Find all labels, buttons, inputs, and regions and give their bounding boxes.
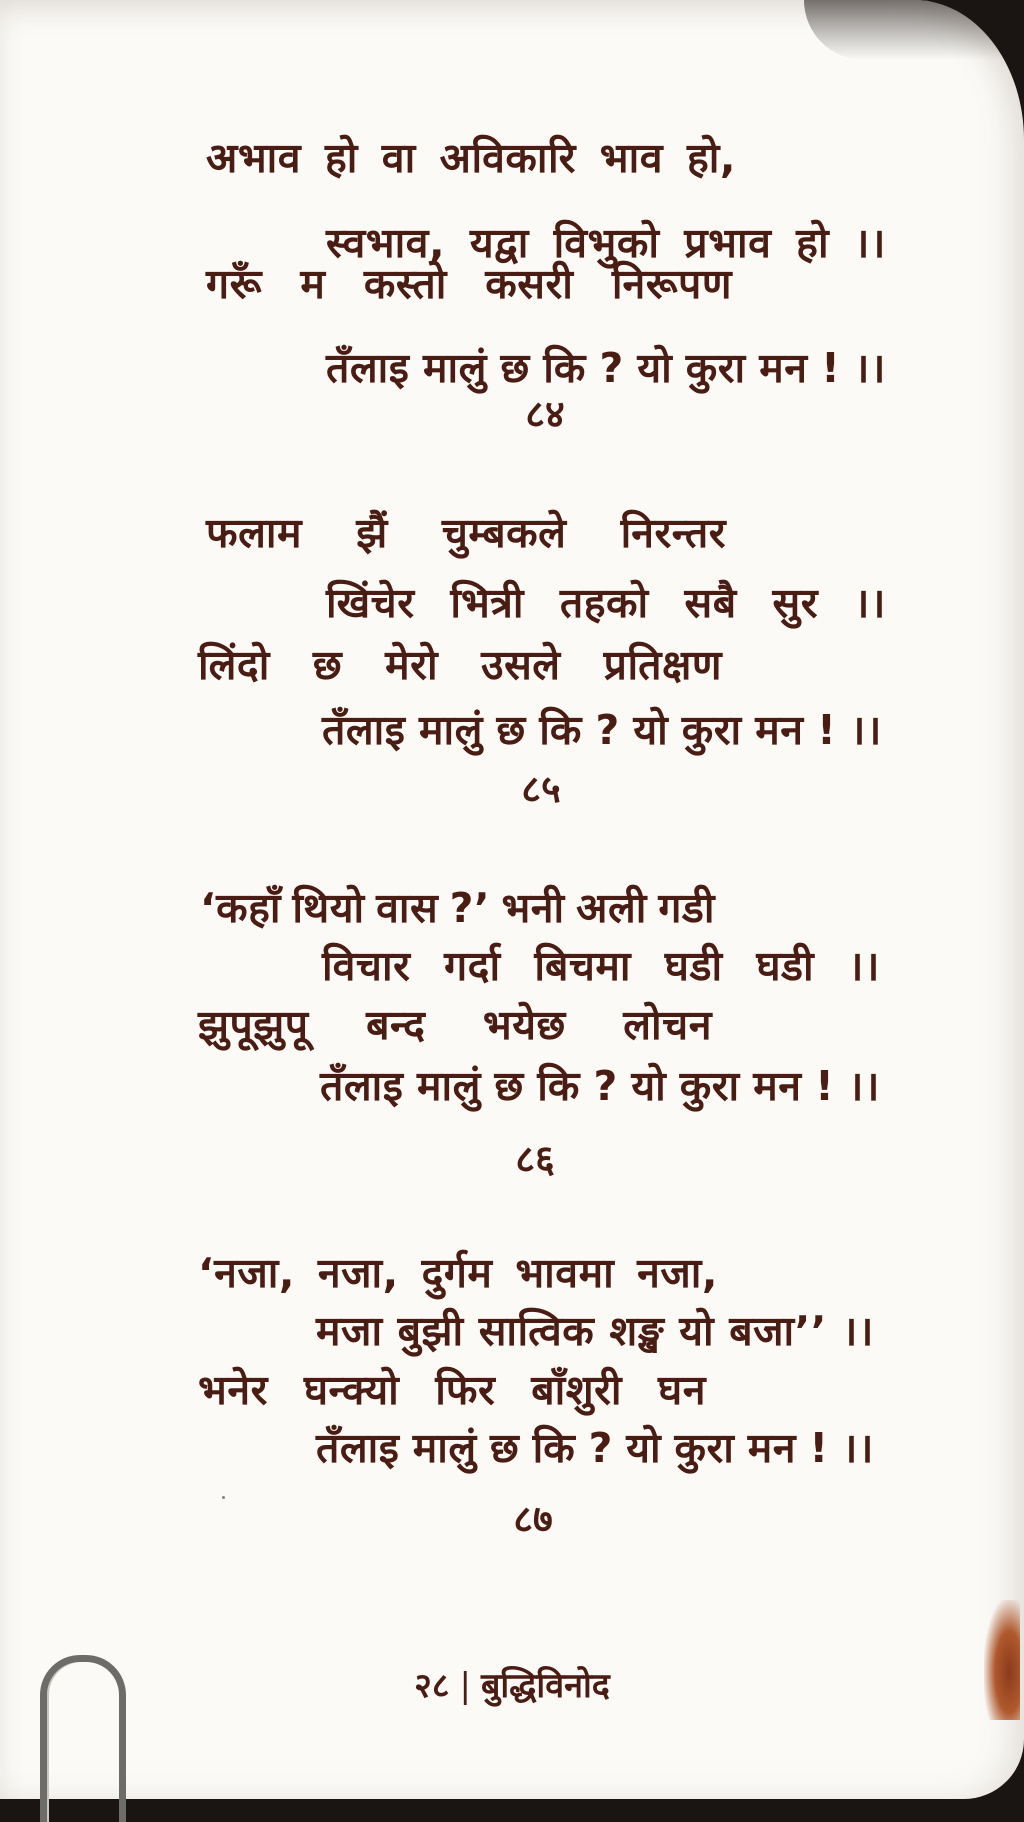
verse-word: लिंदो [198,641,270,689]
verse-word: विभुको [553,219,660,267]
verse-word: ? [595,706,620,754]
speck [222,1496,225,1499]
verse-word: ? [593,1062,618,1110]
verse-word: तँलाइ [322,706,406,754]
paper-clip-icon [40,1655,126,1822]
stanza-number: ८५ [521,767,561,811]
verse-word: कुरा [681,706,742,754]
verse-line [322,938,880,994]
verse-word: मेरो [385,641,439,689]
verse-word: सात्विक [478,1307,595,1355]
verse-word: थियो [292,884,365,932]
verse-word: गडी [658,884,715,932]
verse-word: ।। [847,942,880,990]
page-number: २८ [414,1666,450,1706]
verse-line [198,1362,706,1418]
verse-word: गर्दा [444,942,501,990]
stanza-number: ८७ [513,1497,553,1541]
verse-word: लोचन [623,1001,712,1049]
verse-line [198,997,712,1053]
verse-word: सबै [684,579,737,627]
verse-word: बन्द [366,1001,426,1049]
verse-word: झुपूझुपू [198,1001,309,1049]
verse-word: निरूपण [611,260,732,308]
verse-word: कुरा [679,1062,740,1110]
verse-word: फिर [435,1366,496,1414]
verse-word: तँलाइ [320,1062,404,1110]
verse-word: गरूँ [206,260,262,308]
verse-word: मन [753,1062,802,1110]
verse-word: कस्तो [363,260,447,308]
verse-word: घन्क्यो [303,1366,400,1414]
verse-word: प्रभाव [684,219,772,267]
verse-word: ‘नजा, [198,1249,295,1297]
verse-word: ? [599,344,624,392]
verse-word: कुरा [674,1424,735,1472]
verse-word: हो, [686,134,736,182]
verse-word: झैं [356,509,388,557]
edge-stain [984,1600,1020,1720]
verse-word: बजा’’ [729,1307,827,1355]
verse-line [206,130,736,186]
verse-word: म [300,260,326,308]
verse-word: मालुं [412,1424,477,1472]
verse-word: यो [679,1307,715,1355]
verse-word: तहको [559,579,649,627]
verse-word: यो [633,706,669,754]
verse-word: छ [490,1424,520,1472]
verse-line [326,575,886,631]
verse-word: बिचमा [534,942,632,990]
verse-word: ! [821,344,841,392]
verse-line [316,1303,874,1359]
verse-word: मजा [316,1307,383,1355]
verse-word: मालुं [418,706,483,754]
verse-word: यद्वा [469,219,529,267]
verse-word: ‘कहाँ [200,884,281,932]
verse-word: कि [539,706,582,754]
verse-line [200,880,715,936]
verse-word: भनेर [198,1366,268,1414]
verse-word: अभाव [206,134,302,182]
verse-word: सुर [772,579,818,627]
page-corner-shadow [804,0,1024,60]
verse-line [206,505,726,561]
verse-word: कि [537,1062,580,1110]
verse-word: घडी [664,942,723,990]
verse-word: ! [817,706,837,754]
verse-word: खिंचेर [326,579,415,627]
verse-line [198,637,722,693]
verse-word: यो [626,1424,662,1472]
verse-word: तँलाइ [316,1424,400,1472]
verse-word: ? [588,1424,613,1472]
verse-word: कसरी [485,260,574,308]
footer-separator: | [459,1666,471,1706]
verse-word: यो [637,344,673,392]
verse-word: ! [809,1424,829,1472]
verse-word: वा [381,134,416,182]
verse-word: कि [532,1424,576,1472]
book-title: बुद्धिविनोद [481,1666,610,1706]
verse-word: ।। [841,1307,874,1355]
verse-word: यो [631,1062,667,1110]
verse-word: छ [494,1062,524,1110]
verse-word: घन [658,1366,706,1414]
verse-word: दुर्गम [421,1249,493,1297]
verse-word: नजा, [317,1249,399,1297]
verse-word: हो [324,134,358,182]
verse-word: बुझी [397,1307,464,1355]
verse-word: भावमा [515,1249,615,1297]
verse-word: अविकारि [439,134,576,182]
verse-word: ?’ [449,884,491,932]
verse-line [320,1058,880,1114]
verse-word: अली [576,884,647,932]
verse-word: ।। [853,344,886,392]
verse-word: छ [496,706,526,754]
verse-word: ।। [853,219,886,267]
verse-word: छ [500,344,530,392]
verse-word: शङ्ख [609,1307,665,1355]
verse-word: भनी [501,884,565,932]
verse-word: ।। [849,706,882,754]
verse-word: भित्री [450,579,525,627]
verse-word: वास [376,884,439,932]
verse-word: नजा, [637,1249,718,1297]
verse-word: निरन्तर [620,509,726,557]
verse-word: भाव [599,134,664,182]
verse-word: मन [747,1424,796,1472]
verse-line [316,1420,874,1476]
verse-line [198,1245,718,1301]
stanza-number: ८४ [525,392,565,436]
verse-word: हो [796,219,830,267]
verse-word: चुम्बकले [441,509,567,557]
verse-word: छ [312,641,343,689]
verse-word: ।। [841,1424,874,1472]
verse-word: घडी [756,942,815,990]
verse-line [206,256,732,312]
verse-word: मन [755,706,804,754]
verse-word: मालुं [416,1062,481,1110]
verse-word: ।। [853,579,886,627]
verse-word: ! [815,1062,835,1110]
verse-word: कुरा [685,344,746,392]
verse-word: तँलाइ [326,344,410,392]
verse-word: बाँशुरी [531,1366,623,1414]
stanza-number: ८६ [515,1137,555,1181]
verse-line [322,702,882,758]
verse-word: भयेछ [482,1001,566,1049]
verse-word: मालुं [422,344,487,392]
page-footer [0,1664,1024,1708]
verse-word: उसले [481,641,561,689]
verse-word: विचार [322,942,411,990]
verse-word: कि [543,344,586,392]
verse-word: प्रतिक्षण [603,641,722,689]
verse-line [326,340,886,396]
verse-word: फलाम [206,509,303,557]
verse-word: स्वभाव, [326,219,446,267]
verse-word: ।। [847,1062,880,1110]
verse-word: मन [759,344,808,392]
